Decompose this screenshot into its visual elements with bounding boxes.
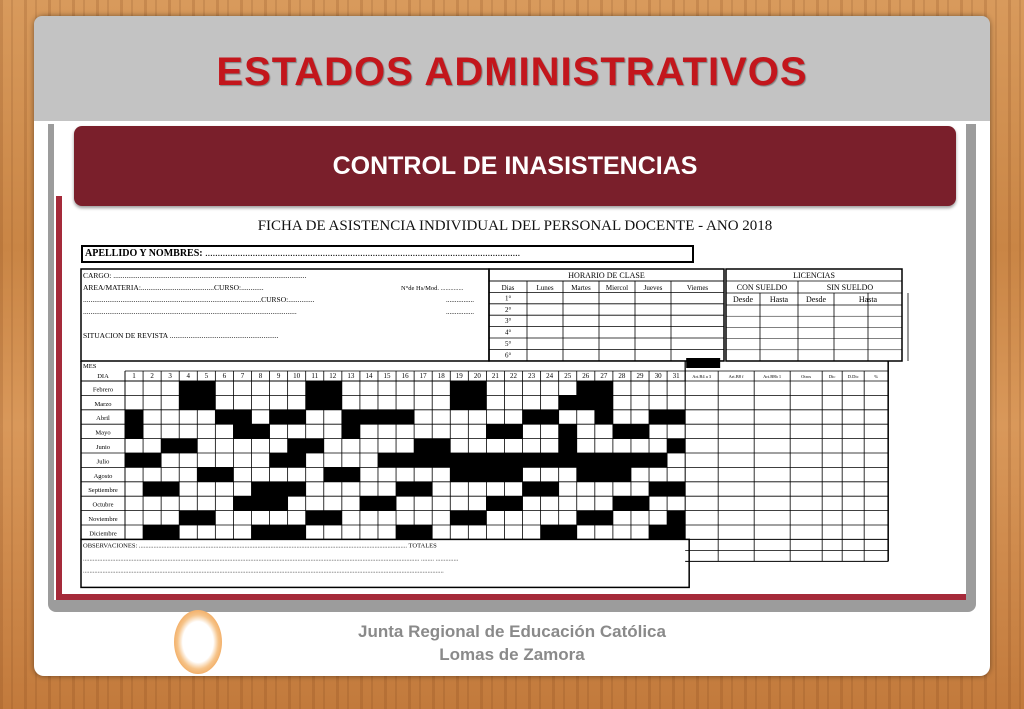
month-label: Junio — [95, 444, 111, 451]
absence-cell — [396, 525, 414, 539]
absence-cell — [577, 395, 595, 409]
area-field: AREA/MATERIA:.......................................CURSO:............ — [83, 283, 264, 292]
absence-cell — [197, 511, 215, 525]
absence-cell — [450, 395, 468, 409]
absence-cell — [667, 410, 685, 424]
absence-cell — [378, 453, 396, 467]
day-number: 5 — [204, 372, 209, 380]
horario-col-martes: Martes — [571, 284, 591, 292]
absence-cell — [396, 410, 414, 424]
horario-row-label: 4° — [505, 328, 512, 337]
absence-cell — [595, 467, 613, 481]
month-label: Septiembre — [88, 487, 118, 495]
horario-row-label: 5° — [505, 340, 512, 348]
day-number: 29 — [636, 372, 644, 380]
extra-col-label: Art.B4 a 3 — [692, 374, 712, 379]
absence-cell — [541, 410, 559, 424]
absence-cell — [378, 410, 396, 424]
absence-cell — [143, 525, 161, 539]
absence-cell — [559, 525, 577, 539]
absence-cell — [468, 381, 486, 395]
day-number: 17 — [419, 372, 427, 380]
blank-extra-field: ................ — [446, 308, 474, 316]
slide-title: ESTADOS ADMINISTRATIVOS — [216, 50, 808, 94]
day-number: 6 — [222, 372, 227, 380]
day-number: 10 — [293, 372, 301, 380]
absence-cell — [541, 482, 559, 496]
hs-mod-field: N°de Hs/Mod. .............. — [401, 285, 464, 292]
horario-row-label: 1° — [505, 294, 512, 303]
observaciones-label: OBSERVACIONES: ..................................................................................................................................................................... TOTALES — [83, 542, 437, 550]
absence-cell — [233, 496, 251, 510]
absence-cell — [559, 424, 577, 438]
day-number: 7 — [240, 372, 245, 380]
absence-cell — [324, 395, 342, 409]
extra-col-label: Art.B8b 1 — [763, 374, 782, 379]
absence-cell — [288, 410, 306, 424]
day-number: 22 — [510, 372, 518, 380]
desde-label: Desde — [733, 295, 753, 304]
absence-cell — [504, 424, 522, 438]
absence-cell — [306, 439, 324, 453]
day-number: 16 — [401, 372, 409, 380]
absence-cell — [251, 482, 269, 496]
absence-cell — [251, 424, 269, 438]
absence-cell — [595, 395, 613, 409]
footer-location: Lomas de Zamora — [439, 645, 585, 664]
month-label: Agosto — [93, 472, 113, 480]
absence-cell — [396, 453, 414, 467]
absence-cell — [270, 453, 288, 467]
absence-cell — [595, 453, 613, 467]
horario-col-lunes: Lunes — [536, 284, 554, 292]
hasta-label: Hasta — [769, 295, 789, 304]
blank-line-field: .................................................................................................................. — [83, 307, 297, 316]
absence-cell — [468, 395, 486, 409]
absence-cell — [414, 453, 432, 467]
absence-cell — [414, 525, 432, 539]
absence-cell — [631, 453, 649, 467]
day-number: 21 — [491, 372, 499, 380]
absence-cell — [667, 511, 685, 525]
absence-cell — [504, 453, 522, 467]
absence-cell — [468, 453, 486, 467]
absence-cell — [486, 496, 504, 510]
horario-col-miercol: Miercol — [605, 284, 629, 292]
footer-org: Junta Regional de Educación Católica — [358, 622, 666, 641]
horario-row-label: 6° — [505, 351, 512, 360]
absence-cell — [288, 482, 306, 496]
absence-cell — [324, 381, 342, 395]
absence-cell — [306, 381, 324, 395]
absence-cell — [432, 439, 450, 453]
absence-cell — [179, 395, 197, 409]
absence-cell — [197, 467, 215, 481]
absence-cell — [613, 424, 631, 438]
absence-cell — [450, 453, 468, 467]
hasta-label: Hasta — [858, 295, 878, 304]
absence-cell — [504, 496, 522, 510]
day-number: 28 — [618, 372, 626, 380]
absence-cell — [613, 496, 631, 510]
absence-cell — [577, 511, 595, 525]
absence-cell — [324, 511, 342, 525]
cargo-field: CARGO: ....................................................................................................... — [83, 271, 307, 280]
mes-label: MES — [83, 363, 97, 370]
absence-cell — [161, 482, 179, 496]
day-number: 13 — [347, 372, 355, 380]
extra-col-label: Otros — [801, 374, 812, 379]
day-number: 9 — [276, 372, 281, 380]
apellido-label: APELLIDO Y NOMBRES: — [85, 248, 203, 259]
absence-cell — [649, 482, 667, 496]
absence-cell — [161, 439, 179, 453]
day-number: 3 — [168, 372, 172, 380]
absence-cell — [559, 395, 577, 409]
banner-title: CONTROL DE INASISTENCIAS — [332, 152, 698, 180]
absence-cell — [197, 395, 215, 409]
absence-cell — [324, 467, 342, 481]
absence-cell — [251, 525, 269, 539]
absence-cell — [396, 482, 414, 496]
extra-col-label: D.Dic — [847, 374, 859, 379]
day-number: 4 — [186, 372, 190, 380]
absence-cell — [432, 453, 450, 467]
absence-cell — [288, 525, 306, 539]
absence-cell — [468, 511, 486, 525]
absence-cell — [251, 496, 269, 510]
absence-cell — [306, 395, 324, 409]
absence-cell — [450, 467, 468, 481]
absence-cell — [450, 511, 468, 525]
day-number: 23 — [528, 372, 536, 380]
horario-title: HORARIO DE CLASE — [568, 271, 645, 280]
extra-col-label: Dic — [828, 374, 836, 379]
absence-cell — [270, 482, 288, 496]
absence-cell — [233, 410, 251, 424]
absence-cell — [143, 482, 161, 496]
absence-cell — [559, 453, 577, 467]
day-number: 19 — [455, 372, 463, 380]
horario-col-jueves: Jueves — [643, 284, 663, 292]
absence-cell — [233, 424, 251, 438]
day-number: 12 — [329, 372, 337, 380]
sin-sueldo-label: SIN SUELDO — [826, 283, 874, 292]
horario-row-label: 3° — [505, 317, 512, 326]
horario-col-viernes: Viernes — [686, 284, 709, 292]
situacion-field: SITUACION DE REVISTA .......................................................... — [83, 331, 279, 340]
con-sueldo-label: CON SUELDO — [736, 283, 788, 292]
absence-cell — [179, 381, 197, 395]
absence-cell — [179, 439, 197, 453]
absence-cell — [577, 467, 595, 481]
absence-cell — [486, 424, 504, 438]
absence-cell — [667, 439, 685, 453]
absence-cell — [667, 525, 685, 539]
day-number: 8 — [258, 372, 263, 380]
absence-cell — [613, 453, 631, 467]
absence-cell — [559, 439, 577, 453]
month-label: Marzo — [94, 400, 112, 408]
observaciones-line: ............................................................................................................................................................................................................... ........ .............. — [83, 555, 459, 563]
header-block — [686, 358, 720, 368]
observaciones-line: .............................................................................................................................................................................................................................. — [83, 567, 444, 575]
absence-cell — [161, 525, 179, 539]
absence-cell — [288, 453, 306, 467]
absence-cell — [125, 424, 143, 438]
absence-cell — [378, 496, 396, 510]
absence-cell — [288, 439, 306, 453]
absence-cell — [342, 467, 360, 481]
month-label: Mayo — [95, 429, 111, 437]
absence-cell — [414, 482, 432, 496]
slide — [34, 16, 990, 676]
month-label: Julio — [96, 458, 110, 466]
month-label: Febrero — [92, 386, 114, 394]
absence-cell — [523, 453, 541, 467]
day-number: 25 — [564, 372, 572, 380]
absence-cell — [125, 410, 143, 424]
absence-cell — [595, 410, 613, 424]
absence-cell — [360, 410, 378, 424]
day-number: 15 — [383, 372, 391, 380]
day-number: 24 — [546, 372, 554, 380]
month-label: Octubre — [92, 501, 114, 509]
absence-cell — [414, 439, 432, 453]
absence-cell — [541, 525, 559, 539]
attendance-form — [34, 16, 990, 616]
dia-label: DIA — [97, 373, 109, 380]
curso-field: ...............................................................................................CURSO:.............. — [83, 295, 315, 304]
day-number: 27 — [600, 372, 608, 380]
absence-cell — [504, 467, 522, 481]
day-number: 2 — [150, 372, 154, 380]
absence-cell — [577, 453, 595, 467]
day-number: 18 — [437, 372, 445, 380]
curso-extra-field: ................ — [446, 296, 474, 304]
absence-cell — [360, 496, 378, 510]
absence-cell — [270, 410, 288, 424]
absence-cell — [450, 381, 468, 395]
absence-cell — [541, 453, 559, 467]
absence-cell — [523, 482, 541, 496]
absence-cell — [468, 467, 486, 481]
day-number: 30 — [654, 372, 662, 380]
desde-label: Desde — [806, 295, 826, 304]
day-number: 31 — [672, 372, 680, 380]
absence-cell — [270, 525, 288, 539]
absence-cell — [215, 467, 233, 481]
absence-cell — [595, 511, 613, 525]
absence-cell — [649, 410, 667, 424]
absence-cell — [486, 467, 504, 481]
absence-cell — [649, 453, 667, 467]
absence-cell — [125, 453, 143, 467]
absence-cell — [649, 525, 667, 539]
day-number: 26 — [582, 372, 590, 380]
absence-cell — [631, 496, 649, 510]
absence-cell — [486, 453, 504, 467]
day-number: 14 — [365, 372, 373, 380]
horario-col-dias: Dias — [501, 284, 515, 292]
absence-cell — [215, 410, 233, 424]
absence-cell — [143, 453, 161, 467]
absence-cell — [342, 424, 360, 438]
licencias-title: LICENCIAS — [793, 271, 835, 280]
absence-cell — [179, 511, 197, 525]
absence-cell — [631, 424, 649, 438]
form-heading: FICHA DE ASISTENCIA INDIVIDUAL DEL PERSONAL DOCENTE - ANO 2018 — [257, 218, 773, 234]
absence-cell — [613, 467, 631, 481]
day-number: 20 — [473, 372, 481, 380]
absence-cell — [577, 381, 595, 395]
extra-col-label: Art.B8 f — [728, 374, 744, 379]
absence-cell — [270, 496, 288, 510]
absence-cell — [197, 381, 215, 395]
horario-row-label: 2° — [505, 305, 512, 314]
absence-cell — [667, 482, 685, 496]
extra-col-label: % — [874, 374, 879, 379]
month-label: Noviembre — [88, 516, 118, 523]
absence-cell — [342, 410, 360, 424]
apellido-dots: .............................................................................................................................. — [205, 248, 521, 259]
day-number: 11 — [311, 372, 319, 380]
absence-cell — [595, 381, 613, 395]
month-label: Diciembre — [89, 530, 117, 538]
absence-cell — [306, 511, 324, 525]
absence-cell — [523, 410, 541, 424]
day-number: 1 — [132, 372, 136, 380]
month-label: Abril — [96, 415, 110, 423]
